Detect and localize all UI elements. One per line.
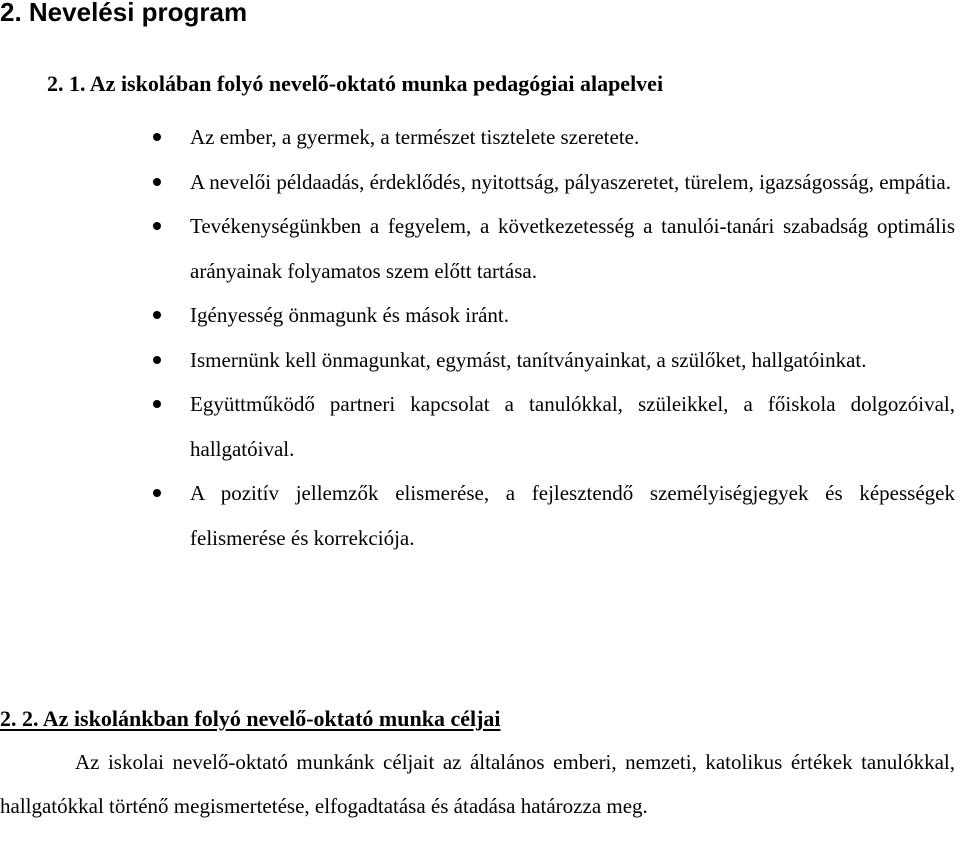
list-item — [190, 338, 955, 383]
principles-list — [190, 115, 955, 560]
list-item — [190, 115, 955, 160]
bullet-icon — [153, 222, 161, 230]
list-item-text: Ismernünk kell önmagunkat, egymást, tanítványainkat, a szülőket, hallgatóinkat. — [190, 347, 867, 372]
list-item-text: Az ember, a gyermek, a természet tisztelete szeretete. — [190, 125, 640, 149]
list-item — [190, 160, 955, 205]
list-item — [190, 471, 955, 560]
bullet-icon — [153, 311, 161, 319]
subsection-heading-goals: 2. 2. Az iskolánkban folyó nevelő-oktató munka céljai — [0, 706, 501, 731]
section-heading: 2. Nevelési program — [0, 0, 248, 27]
bullet-icon — [153, 489, 161, 497]
bullet-icon — [153, 133, 161, 141]
subsection-heading-principles: 2. 1. Az iskolában folyó nevelő-oktató munka pedagógiai alapelvei — [47, 71, 664, 96]
list-item — [190, 293, 955, 338]
bullet-icon — [153, 178, 161, 186]
list-item-text: Együttműködő partneri kapcsolat a tanulókkal, szüleikkel, a főiskola dolgozóival, hallgatóival. — [190, 392, 955, 461]
list-item-text: Igényesség önmagunk és mások iránt. — [190, 303, 510, 327]
list-item-text: Tevékenységünkben a fegyelem, a következetesség a tanulói-tanári szabadság optimális arányainak folyamatos szem előtt tartása. — [190, 214, 955, 283]
list-item-text: A nevelői példaadás, érdeklődés, nyitottság, pályaszeretet, türelem, igazságosság, empátia. — [190, 169, 951, 194]
bullet-icon — [153, 356, 161, 364]
list-item — [190, 204, 955, 293]
goals-paragraph: Az iskolai nevelő-oktató munkánk céljait az általános emberi, nemzeti, katolikus értékek tanulókkal, hallgatókkal történő megismertetése, elfogadtatása és átadása határozza meg. — [0, 750, 955, 818]
bullet-icon — [153, 400, 161, 408]
list-item — [190, 382, 955, 471]
list-item-text: A pozitív jellemzők elismerése, a fejlesztendő személyiségjegyek és képességek felismerése és korrekciója. — [190, 481, 955, 550]
